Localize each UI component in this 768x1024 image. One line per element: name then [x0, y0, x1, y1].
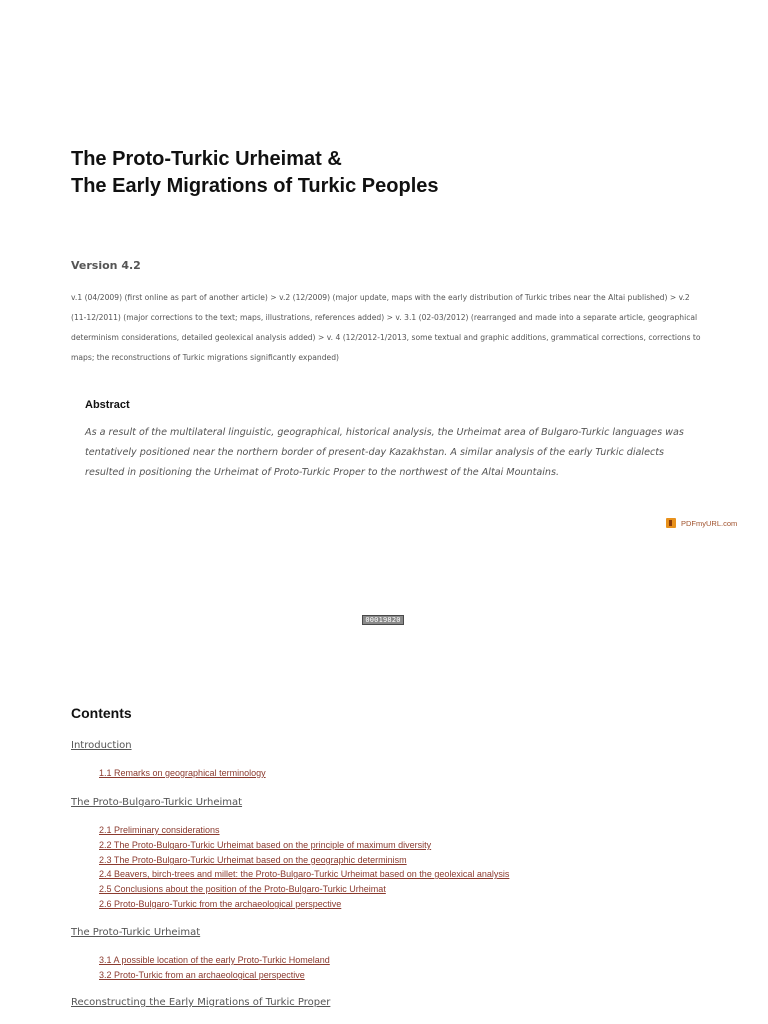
toc-item-2-4[interactable]: 2.4 Beavers, birch-trees and millet: the Proto-Bulgaro-Turkic Urheimat based on the geolexical analysis	[99, 869, 510, 879]
title-line-1: The Proto-Turkic Urheimat &	[71, 148, 342, 170]
version-label: Version 4.2	[71, 259, 141, 272]
toc-item-2-5[interactable]: 2.5 Conclusions about the position of the Proto-Bulgaro-Turkic Urheimat	[99, 884, 386, 894]
toc-section-early-migrations[interactable]: Reconstructing the Early Migrations of Turkic Proper	[71, 997, 331, 1008]
abstract-heading: Abstract	[85, 399, 130, 411]
version-history: v.1 (04/2009) (first online as part of another article) > v.2 (12/2009) (major update, maps with the early distribution of Turkic tribes near the Altai published) > v.2 (11-12/2011) (major corrections to the text; maps, illustrations, references added) > v. 3.1 (02-03/2012) (rearranged and made into a separate article, geographical determinism considerations, detailed geolexical analysis added) > v. 4 (12/2012-1/2013, some textual and graphic additions, grammatical corrections, corrections to maps; the reconstructions of Turkic migrations significantly expanded)	[71, 293, 701, 362]
pdfmyurl-label: PDFmyURL.com	[681, 518, 738, 528]
pdfmyurl-link[interactable]	[666, 518, 737, 528]
title-line-2: The Early Migrations of Turkic Peoples	[71, 175, 439, 197]
toc-section-proto-turkic[interactable]: The Proto-Turkic Urheimat	[71, 927, 201, 938]
toc-item-2-2[interactable]: 2.2 The Proto-Bulgaro-Turkic Urheimat based on the principle of maximum diversity	[99, 840, 432, 850]
toc-section-proto-bulgaro-turkic[interactable]: The Proto-Bulgaro-Turkic Urheimat	[71, 797, 243, 808]
toc-item-3-2[interactable]: 3.2 Proto-Turkic from an archaeological perspective	[99, 970, 305, 980]
abstract-text: As a result of the multilateral linguistic, geographical, historical analysis, the Urheimat area of Bulgaro-Turkic languages was tentatively positioned near the northern border of present-day Kazakhstan. A similar analysis of the early Turkic dialects resulted in positioning the Urheimat of Proto-Turkic Proper to the northwest of the Altai Mountains.	[85, 427, 684, 478]
toc-item-3-1[interactable]: 3.1 A possible location of the early Proto-Turkic Homeland	[99, 955, 330, 965]
toc-item-1-1[interactable]: 1.1 Remarks on geographical terminology	[99, 768, 266, 778]
toc-item-2-6[interactable]: 2.6 Proto-Bulgaro-Turkic from the archaeological perspective	[99, 899, 342, 909]
hit-counter: 00019820	[362, 615, 404, 625]
toc-item-2-3[interactable]: 2.3 The Proto-Bulgaro-Turkic Urheimat based on the geographic determinism	[99, 855, 407, 865]
pdfmyurl-logo-icon	[666, 518, 676, 528]
page-title	[71, 146, 439, 200]
contents-heading: Contents	[71, 705, 132, 721]
toc-item-2-1[interactable]: 2.1 Preliminary considerations	[99, 825, 220, 835]
toc-section-introduction[interactable]: Introduction	[71, 740, 132, 751]
